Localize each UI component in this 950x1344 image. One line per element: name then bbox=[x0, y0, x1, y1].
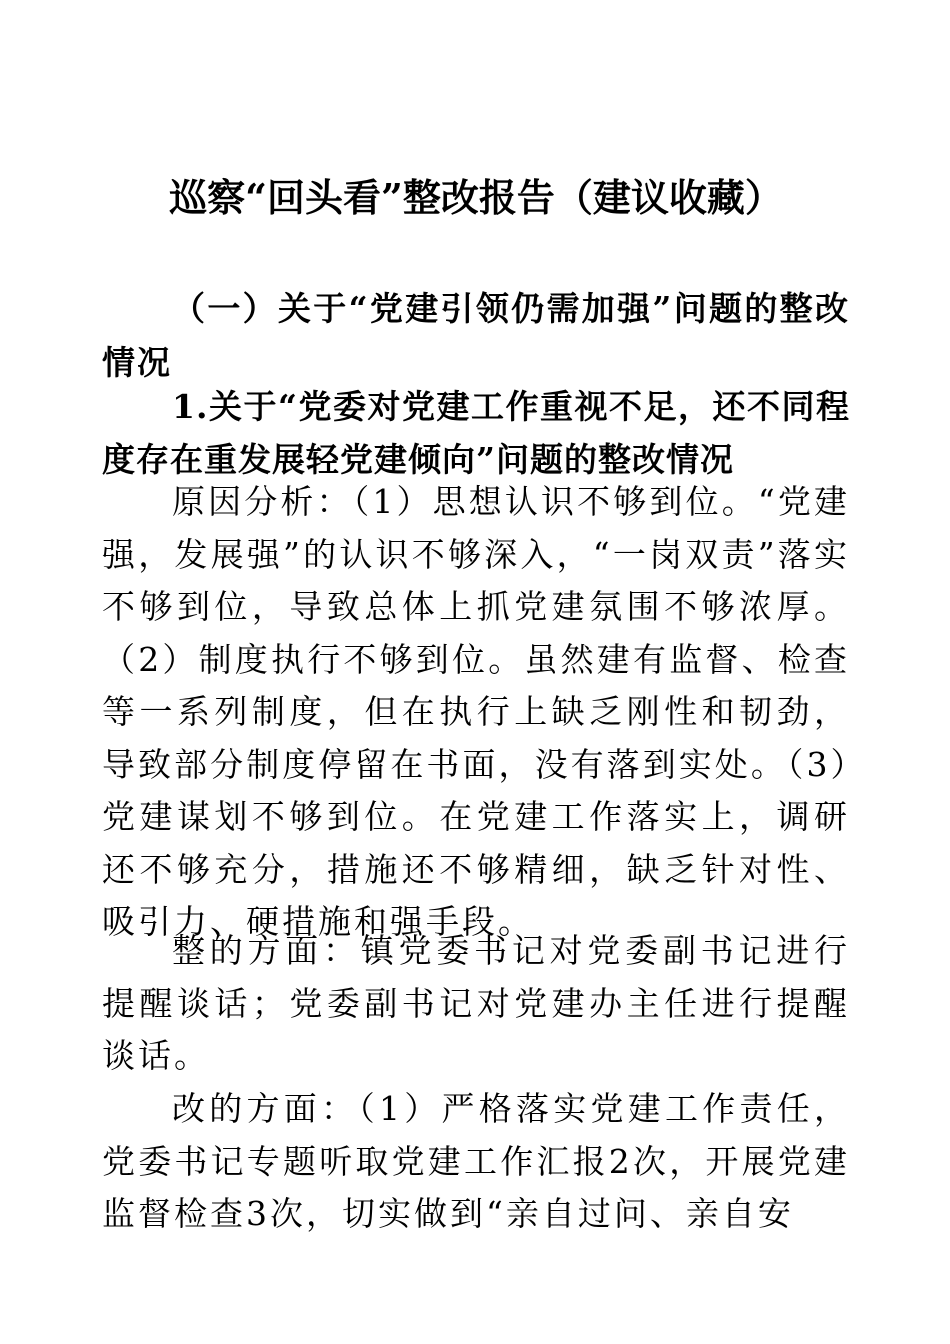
document-page bbox=[102, 0, 850, 1344]
paragraph-improvement: 改的方面：（1）严格落实党建工作责任，党委书记专题听取党建工作汇报2次，开展党建监督检查3次，切实做到“亲自过问、亲自安 bbox=[102, 1089, 850, 1233]
section-heading: （一）关于“党建引领仍需加强”问题的整改情况 bbox=[102, 289, 850, 382]
subsection-heading: 1.关于“党委对党建工作重视不足，还不同程度存在重发展轻党建倾向”问题的整改情况 bbox=[102, 387, 850, 479]
paragraph-cause-analysis: 原因分析：（1）思想认识不够到位。“党建强，发展强”的认识不够深入，“一岗双责”落实不够到位，导致总体上抓党建氛围不够浓厚。（2）制度执行不够到位。虽然建有监督、检查等一系列制度，但在执行上缺乏刚性和韧劲，导致部分制度停留在书面，没有落到实处。（3）党建谋划不够到位。在党建工作落实上，调研还不够充分，措施还不够精细，缺乏针对性、吸引力、硬措施和强手段。 bbox=[102, 482, 850, 941]
document-title: 巡察“回头看”整改报告（建议收藏） bbox=[169, 175, 783, 220]
paragraph-rectification: 整的方面：镇党委书记对党委副书记进行提醒谈话；党委副书记对党建办主任进行提醒谈话。 bbox=[102, 931, 850, 1075]
